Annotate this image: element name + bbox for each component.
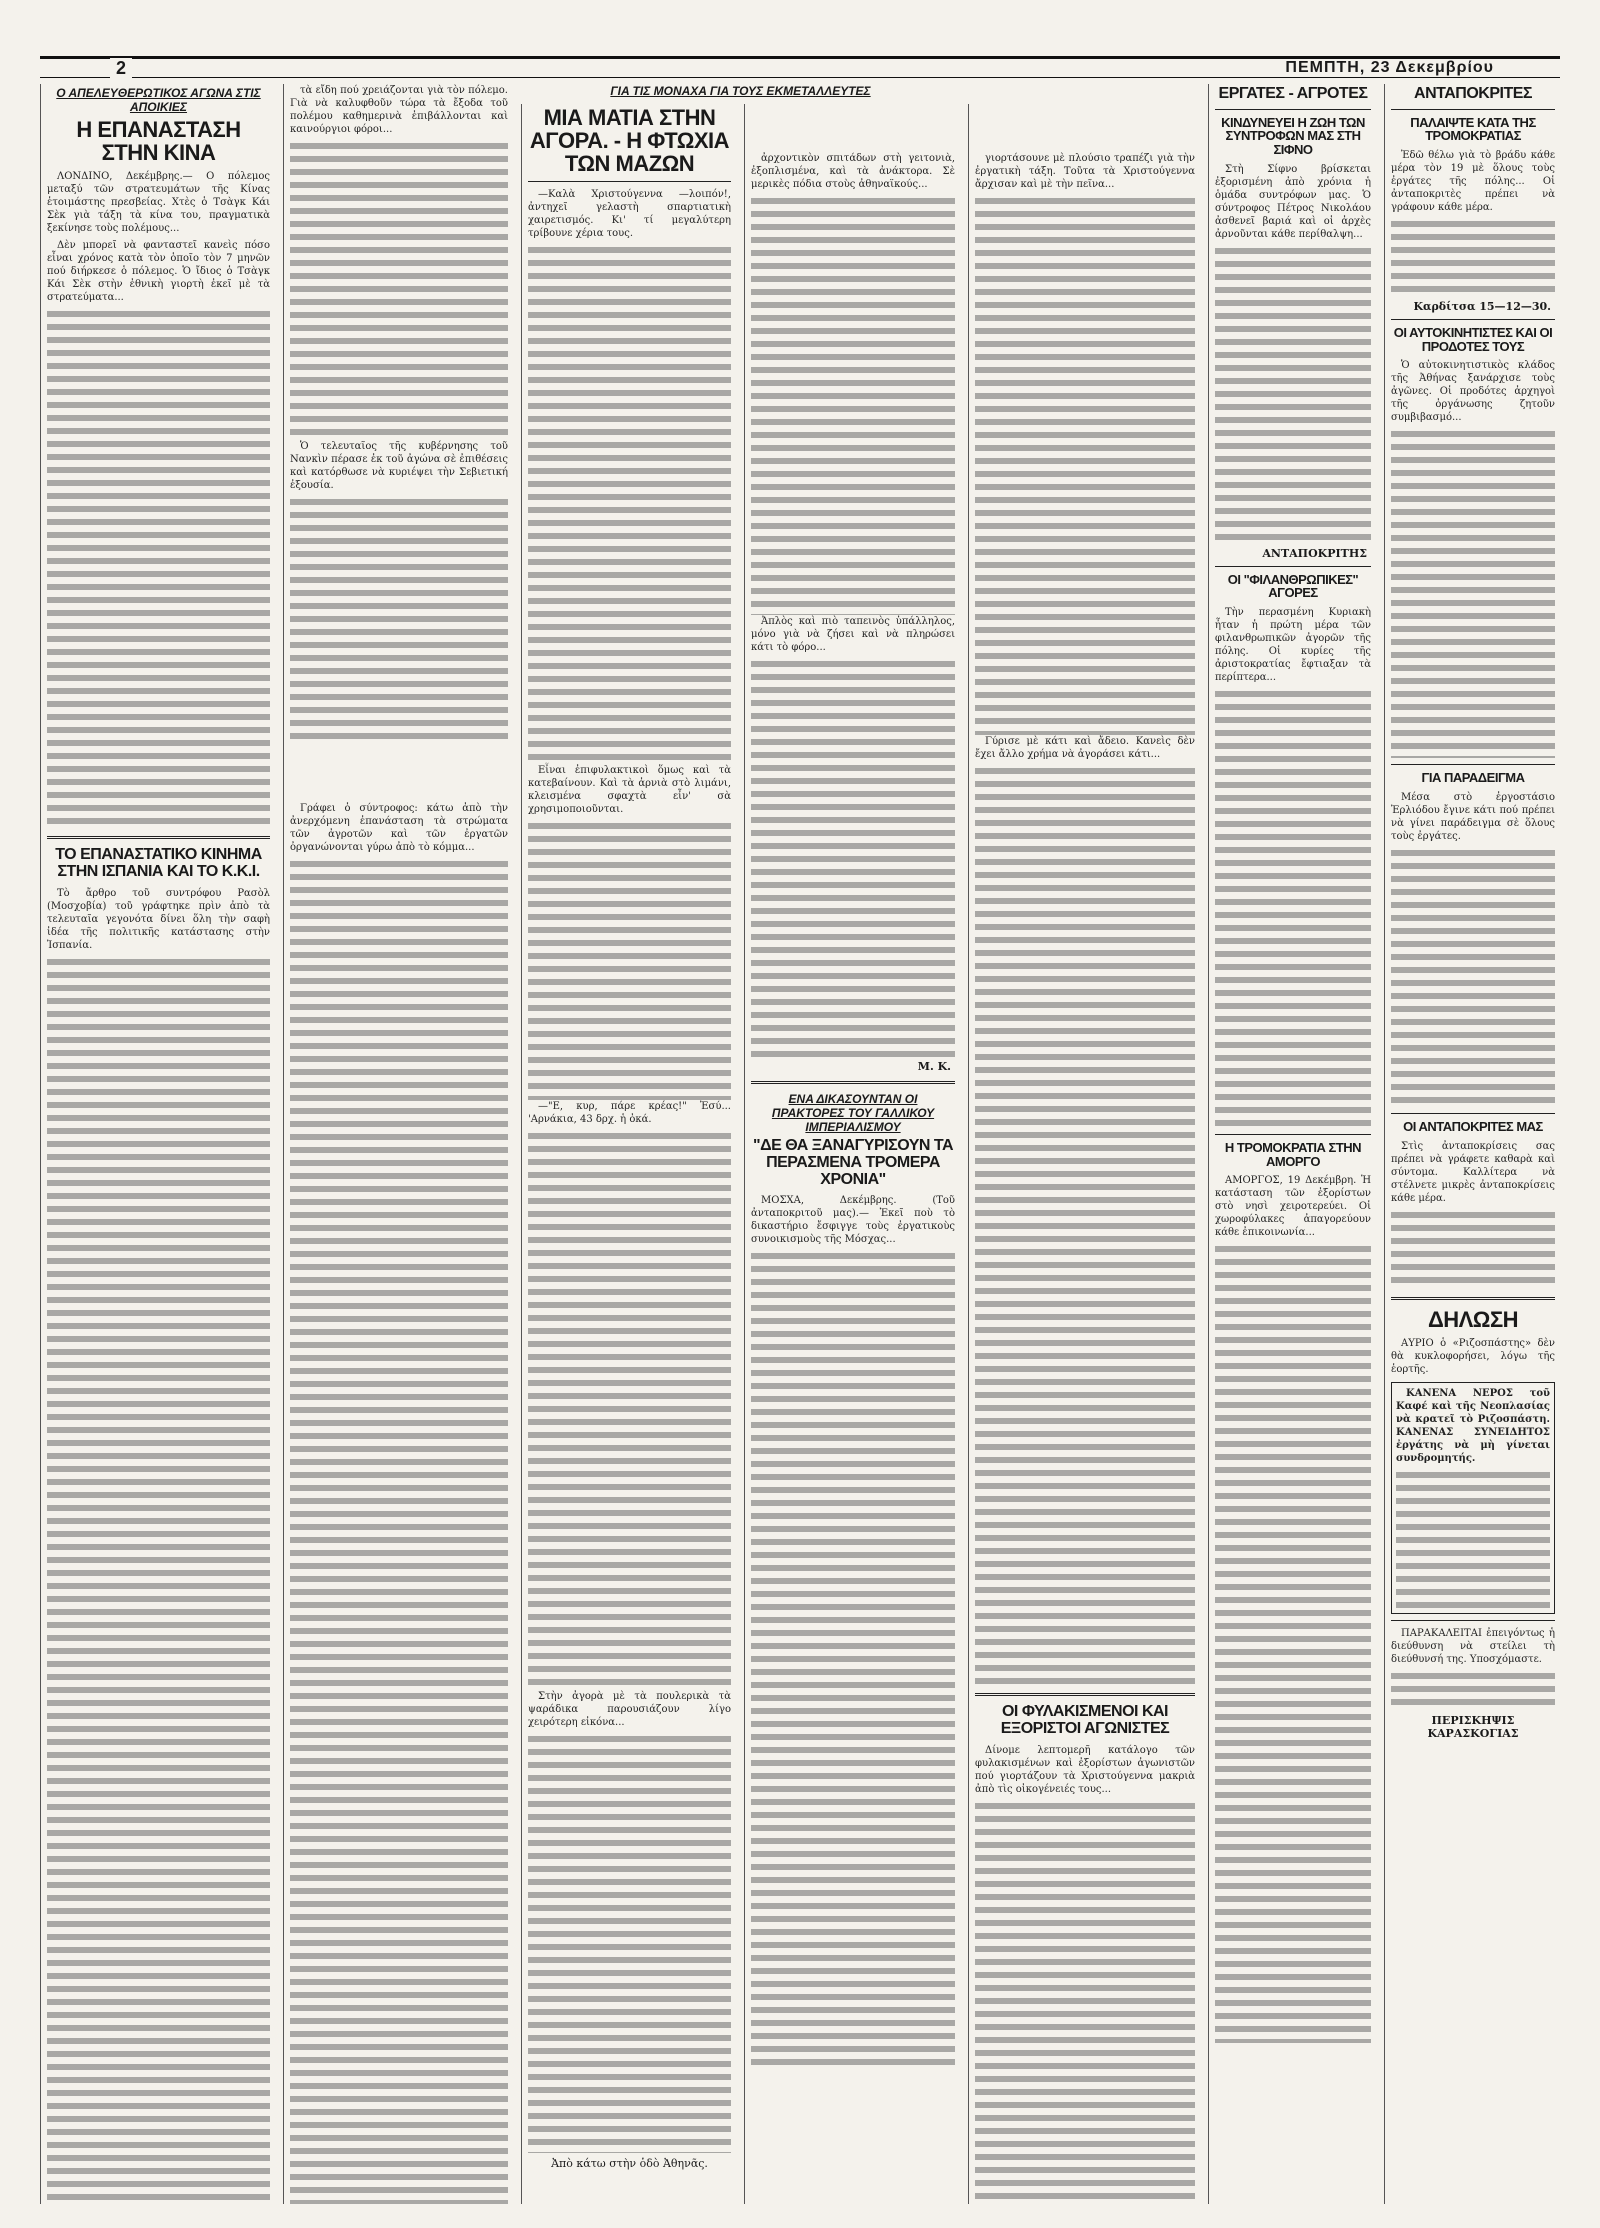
notice-text: ΚΑΝΕΝΑ ΝΕΡΟΣ τοῦ Καφέ καὶ τῆς Νεοπλασίας νὰ κρατεῖ τὸ Ριζοσπάστη. ΚΑΝΕΝΑΣ ΣΥΝΕΙΔΗΤΟΣ ἐργάτης νὰ μὴ γίνεται συνδρομητής. (1396, 1387, 1550, 1464)
article-paragraph: Γύρισε μὲ κάτι καὶ ἄδειο. Κανεὶς δὲν ἔχει ἄλλο χρήμα νὰ ἀγοράσει κάτι... (975, 736, 1195, 760)
article-paragraph: Στὴν ἀγορὰ μὲ τὰ πουλερικὰ τὰ ψαράδικα παρουσιάζουν λίγο χειρότερη εἰκόνα... (528, 1691, 731, 1729)
spacer (751, 104, 955, 152)
article-signature: ΑΝΤΑΠΟΚΡΙΤΗΣ (1262, 546, 1367, 560)
spacer (975, 104, 1195, 152)
article-headline: ΜΙΑ ΜΑΤΙΑ ΣΤΗΝ ΑΓΟΡΑ. - Η ΦΤΩΧΙΑ ΤΩΝ ΜΑΖΩΝ (529, 105, 730, 177)
notice-box (1391, 1382, 1555, 1614)
divider (1391, 1620, 1555, 1621)
article-headline: ΟΙ "ΦΙΛΑΝΘΡΩΠΙΚΕΣ" ΑΓΟΡΕΣ (1227, 571, 1359, 601)
text-block (1391, 1670, 1555, 1710)
section-headline: ΕΡΓΑΤΕΣ - ΑΓΡΟΤΕΣ (1218, 85, 1368, 102)
article-kicker: Ο ΑΠΕΛΕΥΘΕΡΩΤΙΚΟΣ ΑΓΩΝΑ ΣΤΙΣ ΑΠΟΙΚΙΕΣ (56, 86, 261, 114)
article-signature: Μ. Κ. (917, 1060, 951, 1073)
text-block (290, 496, 508, 746)
text-block (1391, 218, 1555, 298)
article-paragraph: Τὸ ἄρθρο τοῦ συντρόφου Ρασὸλ (Μοσχοβία) τοῦ γράφτηκε πρὶν ἀπὸ τὰ τελευταῖα γεγονότα δίνει ὅλη τὴν σαφὴ ἰδέα τῆς πολιτικῆς κατάστασης στὴν Ἰσπανία. (47, 887, 270, 951)
divider (1391, 1113, 1555, 1114)
article-paragraph: ΑΜΟΡΓΟΣ, 19 Δεκέμβρη. Ἡ κατάσταση τῶν ἐξορίστων στὸ νησὶ χειροτερεύει. Οἱ χωροφύλακες ἀπαγορεύουν κάθε ἐπικοινωνία... (1215, 1175, 1371, 1239)
divider (1215, 1134, 1371, 1135)
text-block (751, 658, 955, 1058)
article-paragraph: ΜΟΣΧΑ, Δεκέμβρης. (Τοῦ ἀνταποκριτοῦ μας).— Ἐκεῖ ποὺ τὸ δικαστήριο ἔσφιγγε τοὺς ἐργατικοὺς συνοικισμοὺς τῆς Μόσχας... (751, 1195, 955, 1246)
divider (1215, 109, 1371, 110)
divider (975, 1693, 1195, 1696)
article-headline: ΚΙΝΔΥΝΕΥΕΙ Η ΖΩΗ ΤΩΝ ΣΥΝΤΡΟΦΩΝ ΜΑΣ ΣΤΗ ΣΙΦΝΟ (1221, 114, 1365, 158)
divider (1391, 1297, 1555, 1300)
column-4 (744, 104, 961, 2204)
article-paragraph: Ὁ τελευταῖος τῆς κυβέρνησης τοῦ Νανκὶν πέρασε ἐκ τοῦ ἀγώνα σὲ ἐπιθέσεις καὶ κατόρθωσε νὰ κυριέψει τὴν Σεβιετική ἐξουσία. (290, 441, 508, 491)
article-paragraph: Γράφει ὁ σύντροφος: κάτω ἀπὸ τὴν ἀνερχόμενη ἐπανάσταση τὰ στρώματα τῶν ἀγροτῶν καὶ τῶν ἐργατῶν ὀργανώνονται γύρω ἀπὸ τὸ κόμμα... (290, 803, 508, 853)
text-block (528, 1733, 731, 2153)
article-headline: ΟΙ ΑΥΤΟΚΙΝΗΤΙΣΤΕΣ ΚΑΙ ΟΙ ΠΡΟΔΟΤΕΣ ΤΟΥΣ (1393, 325, 1553, 354)
text-block (975, 1800, 1195, 2204)
text-block (975, 765, 1195, 1685)
article-paragraph: ΛΟΝΔΙΝΟ, Δεκέμβρης.— Ο πόλεμος μεταξύ τῶν στρατευμάτων τῆς Κίνας ἑτοιμάστης πρεσβείας. Χτὲς ὁ Τσὰγκ Κάι Σὲκ γιὰ τάξη τὰ κίνα του, πραγματικὰ ξεκίνησε τοὺς πολέμους... (47, 171, 270, 235)
article-headline: ΔΗΛΩΣΗ (1427, 1306, 1519, 1332)
text-block (1215, 245, 1371, 545)
text-block (1391, 847, 1555, 1107)
article-paragraph: ἀρχοντικὸν σπιτάδων στὴ γειτονιὰ, ἐξοπλισμένα, καὶ τὰ ἀνάκτορα. Σὲ μερικὲς πόδια στοὺς ἀθηναϊκούς... (751, 153, 955, 190)
text-block (751, 195, 955, 615)
text-block (1215, 1243, 1371, 2043)
text-block (1391, 1209, 1555, 1289)
column-1 (40, 84, 276, 2204)
article-paragraph: Εἶναι ἐπιφυλακτικοὶ ὅμως καὶ τὰ κατεβαίνουν. Καὶ τὰ ἀρνιὰ στὸ λιμάνι, κλεισμένα σφαχτὰ εἶν' σὰ χρησιμοποιοῦνται. (528, 765, 731, 816)
article-paragraph: γιορτάσουνε μὲ πλούσιο τραπέζι γιὰ τὴν ἐργατικὴ τάξη. Τοῦτα τὰ Χριστούγεννα ἄρχισαν καὶ μὲ τὴν πεῖνα... (975, 153, 1195, 190)
article-kicker: ΕΝΑ ΔΙΚΑΣΟΥΝΤΑΝ ΟΙ ΠΡΑΚΤΟΡΕΣ ΤΟΥ ΓΑΛΛΙΚΟΥ ΙΜΠΕΡΙΑΛΙΣΜΟΥ (771, 1092, 935, 1134)
article-paragraph: ΑΥΡΙΟ ὁ «Ριζοσπάστης» δὲν θὰ κυκλοφορήσει, λόγω τῆς ἑορτῆς. (1391, 1337, 1555, 1375)
article-paragraph: τὰ εἴδη πού χρειάζονται γιὰ τὸν πόλεμο. Γιὰ νὰ καλυφθοῦν τώρα τὰ ἔξοδα τοῦ πολέμου καθημερινὰ ἐπιβάλλονται καὶ καινούργιοι φόροι... (290, 85, 508, 135)
article-paragraph: ΠΑΡΑΚΑΛΕΙΤΑΙ ἐπειγόντως ἡ διεύθυνση νὰ στείλει τὴ διεύθυνσή της. Υποσχόμαστε. (1391, 1627, 1555, 1665)
article-headline: ΟΙ ΦΥΛΑΚΙΣΜΕΝΟΙ ΚΑΙ ΕΞΟΡΙΣΤΟΙ ΑΓΩΝΙΣΤΕΣ (1000, 1703, 1170, 1737)
article-headline: "ΔΕ ΘΑ ΞΑΝΑΓΥΡΙΣΟΥΝ ΤΑ ΠΕΡΑΣΜΕΝΑ ΤΡΟΜΕΡΑ ΧΡΟΝΙΑ" (753, 1137, 953, 1188)
article-headline: ΓΙΑ ΠΑΡΑΔΕΙΓΜΑ (1421, 770, 1525, 786)
article-footer: ΠΕΡΙΣΚΗΨΙΣ ΚΑΡΑΣΚΟΓΙΑΣ (1427, 1713, 1519, 1740)
issue-date: ΠΕΜΠΤΗ, 23 Δεκεμβρίου (1279, 59, 1500, 77)
article-headline: ΤΟ ΕΠΑΝΑΣΤΑΤΙΚΟ ΚΙΝΗΜΑ ΣΤΗΝ ΙΣΠΑΝΙΑ ΚΑΙ ΤΟ Κ.Κ.Ι. (55, 846, 262, 880)
text-block (751, 1250, 955, 2070)
article-paragraph: Μέσα στὸ ἐργοστάσιο Ἐρλιόδου ἔγινε κάτι πού πρέπει νὰ γίνει παράδειγμα σὲ ὅλους τοὺς ἐργάτες. (1391, 792, 1555, 842)
column-7 (1384, 84, 1561, 2204)
article-headline: Η ΕΠΑΝΑΣΤΑΣΗ ΣΤΗΝ ΚΙΝΑ (76, 117, 241, 166)
spacer (290, 746, 508, 802)
article-paragraph: Ἐδῶ θέλω γιὰ τὸ βράδυ κάθε μέρα τὸν 19 μὲ ὅλους τοὺς ἐργάτες τῆς πόλης... Οἱ ἀνταποκριτὲς πρέπει νὰ γράφουν κάθε μέρα. (1391, 150, 1555, 214)
text-block (528, 820, 731, 1100)
masthead (40, 56, 1560, 78)
text-block (975, 195, 1195, 735)
divider (1391, 764, 1555, 765)
section-banner: ΓΙΑ ΤΙΣ ΜΟΝΑΧΑ ΓΙΑ ΤΟΥΣ ΕΚΜΕΤΑΛΛΕΥΤΕΣ (610, 84, 871, 98)
article-signature: Καρδίτσα 15—12—30. (1413, 300, 1551, 314)
article-headline: ΠΑΛΑΙΨΤΕ ΚΑΤΑ ΤΗΣ ΤΡΟΜΟΚΡΑΤΙΑΣ (1410, 114, 1536, 144)
article-paragraph: Ὁ αὐτοκινητιστικὸς κλάδος τῆς Ἀθήνας ξανάρχισε τοὺς ἀγῶνες. Οἱ προδότες ἀρχηγοὶ τῆς ὀργάνωσης ζητοῦν συμβιβασμό... (1391, 360, 1555, 424)
article-paragraph: Ἀπλὸς καὶ πιὸ ταπεινὸς ὑπάλληλος, μόνο γιὰ νὰ ζήσει καὶ νὰ πληρώσει κάτι τὸ φόρο... (751, 616, 955, 653)
column-3 (521, 104, 737, 2204)
divider (1391, 319, 1555, 320)
column-5 (968, 104, 1201, 2204)
article-paragraph: Στὴ Σίφνο βρίσκεται ἐξορισμένη ἀπὸ χρόνια ἡ ὁμάδα συντρόφων μας. Ὁ σύντροφος Πέτρος Νικολάου ἀσθενεῖ βαριά καὶ οἱ ἀρχὲς ἀρνοῦνται κάθε περίθαλψη... (1215, 163, 1371, 240)
article-headline: Η ΤΡΟΜΟΚΡΑΤΙΑ ΣΤΗΝ ΑΜΟΡΓΟ (1224, 1140, 1362, 1169)
text-block (528, 1130, 731, 1690)
article-headline: ΟΙ ΑΝΤΑΠΟΚΡΙΤΕΣ ΜΑΣ (1403, 1119, 1543, 1134)
article-paragraph: —Καλὰ Χριστούγεννα —λοιπόν!, ἀντηχεῖ γελαστὴ σπαρτιατικὴ χαιρετισμός. Κι' τί μεγαλύτερη τρίβουνε χέρια τους. (528, 189, 731, 240)
column-2 (283, 84, 514, 2204)
article-paragraph: Δὲν μπορεῖ νὰ φανταστεῖ κανεὶς πόσο εἶναι χρόνος κατὰ τὸν ὁποῖο τὸν 7 μηνῶν πού διήρκεσε ὁ πόλεμος. Ὁ ἴδιος ὁ Τσὰγκ Κάι Σὲκ στὴν ἐθνικὴ γιορτὴ ἐκεῖ μὲ τὰ στρατεύματα... (47, 240, 270, 304)
text-block (1391, 428, 1555, 758)
article-quote: —"Ε, κυρ, πάρε κρέας!" Ἐσύ... 'Αρνάκια, 43 δρχ. ἡ ὀκά. (528, 1101, 731, 1126)
divider (1391, 109, 1555, 110)
divider (751, 1081, 955, 1084)
divider (1215, 566, 1371, 567)
text-block (528, 244, 731, 764)
text-block (47, 308, 270, 828)
article-footer: Ἀπὸ κάτω στὴν ὁδὸ Ἀθηνᾶς. (551, 2157, 708, 2171)
article-paragraph: Στὶς ἀνταποκρίσεις σας πρέπει νὰ γράφετε καθαρὰ καὶ σύντομα. Καλλίτερα νὰ στέλνετε μικρὲς ἀνταποκρίσεις κάθε μέρα. (1391, 1140, 1555, 1204)
article-paragraph: Δίνομε λεπτομερῆ κατάλογο τῶν φυλακισμένων καὶ ἐξορίστων ἀγωνιστῶν πού γιορτάζουν τὰ Χριστούγεννα μακριὰ ἀπὸ τὶς οἰκογένειές τους... (975, 1744, 1195, 1795)
divider (528, 181, 731, 182)
section-headline: ΑΝΤΑΠΟΚΡΙΤΕΣ (1414, 85, 1532, 102)
page-number: 2 (110, 58, 132, 79)
divider (47, 836, 270, 839)
article-paragraph: Τὴν περασμένη Κυριακὴ ἦταν ἡ πρώτη μέρα τῶν φιλανθρωπικῶν ἀγορῶν τῆς πόλης. Οἱ κυρίες τῆς ἀριστοκρατίας ἔφτιαξαν τὰ περίπτερα... (1215, 607, 1371, 683)
text-block (290, 140, 508, 440)
text-block (290, 858, 508, 2204)
text-block (47, 956, 270, 2204)
text-block (1215, 688, 1371, 1128)
column-6 (1208, 84, 1377, 2204)
text-block (1396, 1469, 1550, 1609)
